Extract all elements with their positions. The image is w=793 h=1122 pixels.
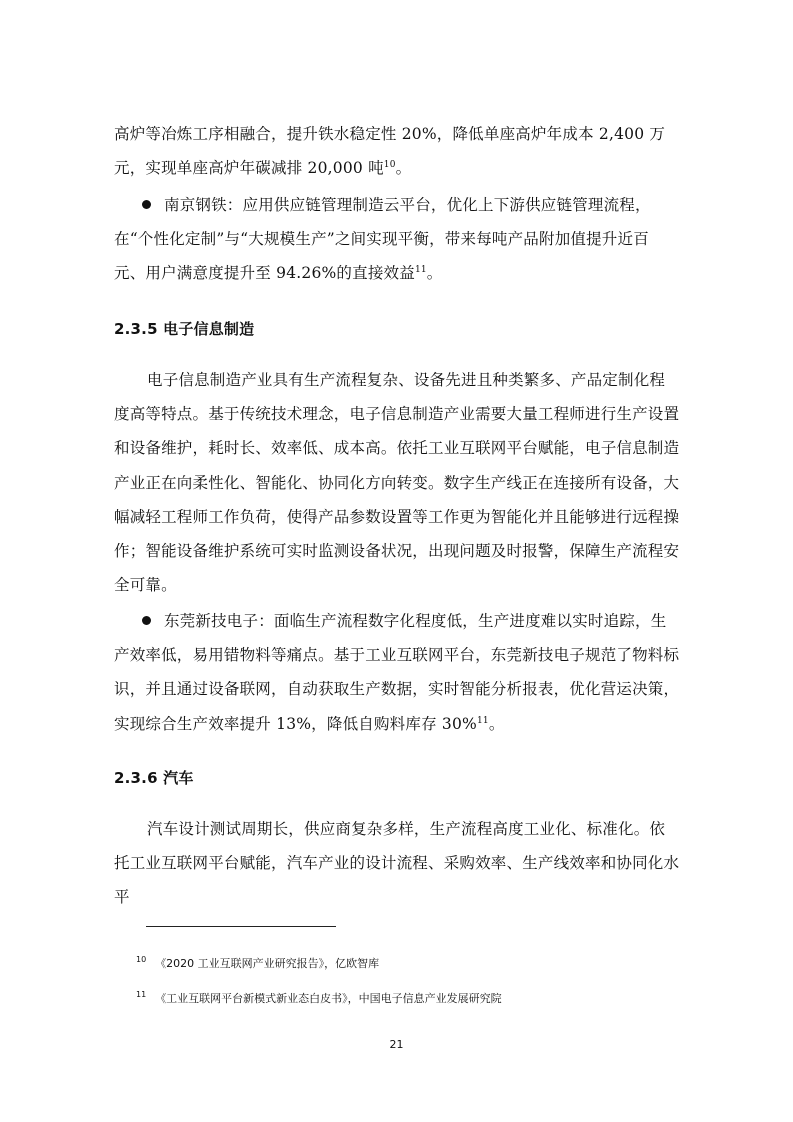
page-number: 21 bbox=[389, 1038, 404, 1051]
paragraph-automotive: 汽车设计测试周期长，供应商复杂多样，生产流程高度工业化、标准化。依托工业互联网平台赋能，汽车产业的设计流程、采购效率、生产线效率和协同化水平 bbox=[114, 820, 680, 907]
section-heading-electronics: 2.3.5 电子信息制造 bbox=[114, 320, 255, 338]
paragraph-steel-continuation: 高炉等冶炼工序相融合，提升铁水稳定性 20%，降低单座高炉年成本 2,400 万元，实现单座高炉年碳减排 20,000 吨$^{10}$。 bbox=[114, 125, 666, 178]
bullet-nanjing-steel: 南京钢铁：应用供应链管理制造云平台，优化上下游供应链管理流程，在“个性化定制”与“大规模生产”之间实现平衡，带来每吨产品附加值提升近百元、用户满意度提升至 94.26%的直接效益$^{11}$。 bbox=[114, 196, 651, 283]
footnote-ref[interactable]: 11 bbox=[414, 265, 427, 276]
footnote-divider bbox=[146, 926, 336, 927]
footnote-10: $^{10}$ 《2020 工业互联网产业研究报告》，亿欧智库 bbox=[136, 955, 380, 970]
section-heading-automotive: 2.3.6 汽车 bbox=[114, 769, 194, 787]
footnote-11: $^{11}$ 《工业互联网平台新模式新业态白皮书》，中国电子信息产业发展研究院 bbox=[136, 990, 502, 1005]
bullet-icon bbox=[142, 616, 151, 625]
footnote-ref[interactable]: 10 bbox=[383, 160, 396, 171]
bullet-dongguan-xinji: 东莞新技电子：面临生产流程数字化程度低，生产进度难以实时追踪，生产效率低，易用错物料等痛点。基于工业互联网平台，东莞新技电子规范了物料标识，并且通过设备联网，自动获取生产数据，实时智能分析报表，优化营运决策，实现综合生产效率提升 13%，降低自购料库存 30%$^{11}$。 bbox=[114, 612, 680, 733]
paragraph-electronics: 电子信息制造产业具有生产流程复杂、设备先进且种类繁多、产品定制化程度高等特点。基于传统技术理念，电子信息制造产业需要大量工程师进行生产设置和设备维护，耗时长、效率低、成本高。依托工业互联网平台赋能，电子信息制造产业正在向柔性化、智能化、协同化方向转变。数字生产线正在连接所有设备，大幅减轻工程师工作负荷，使得产品参数设置等工作更为智能化并且能够进行远程操作；智能设备维护系统可实时监测设备状况，出现问题及时报警，保障生产流程安全可靠。 bbox=[114, 371, 680, 595]
bullet-icon bbox=[142, 200, 151, 209]
footnote-ref[interactable]: 11 bbox=[476, 715, 489, 726]
